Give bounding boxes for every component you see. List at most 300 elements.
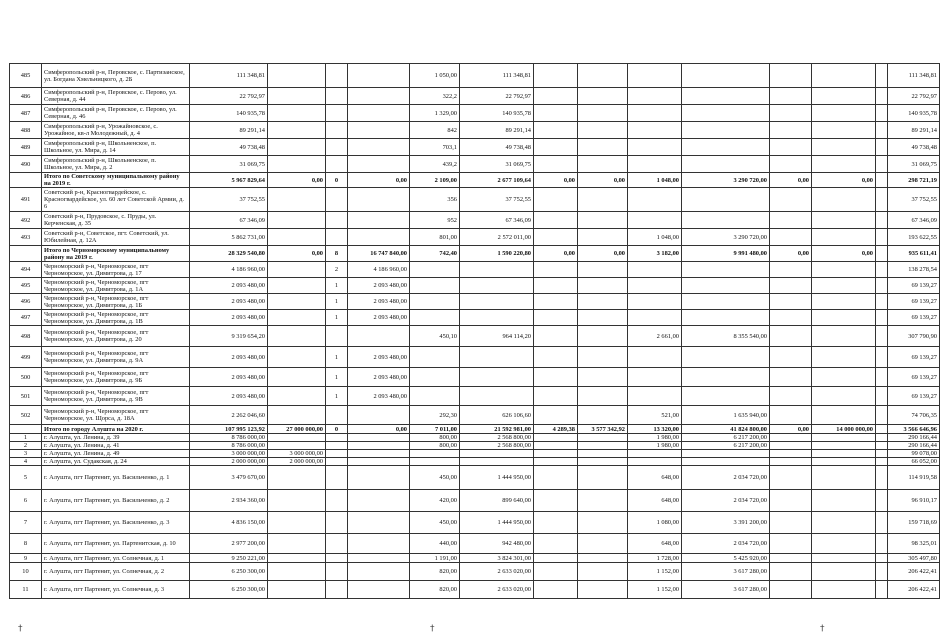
table-cell: г. Алушта, пгт Партенит, ул. Васильченко, д. 2: [42, 490, 190, 512]
table-cell: [348, 156, 410, 173]
table-cell: [578, 554, 628, 563]
table-row: [10, 64, 940, 88]
table-cell: 3 577 342,92: [578, 425, 628, 434]
table-cell: 69 139,27: [888, 347, 940, 368]
table-cell: [268, 512, 326, 534]
table-cell: 140 935,78: [888, 105, 940, 122]
table-cell: [682, 139, 770, 156]
table-cell: 9: [10, 554, 42, 563]
table-cell: [812, 554, 876, 563]
table-cell: 69 139,27: [888, 294, 940, 310]
table-cell: [578, 368, 628, 387]
table-cell: 2 093 480,00: [190, 387, 268, 406]
table-cell: 3 617 280,00: [682, 581, 770, 599]
table-cell: [876, 173, 888, 188]
table-cell: 492: [10, 212, 42, 229]
table-cell: [348, 434, 410, 442]
table-cell: [534, 581, 578, 599]
table-cell: [460, 450, 534, 458]
table-row: [10, 310, 940, 326]
table-cell: Черноморский р-н, Черноморское, пгт Черноморское, ул. Димитрова, д. 1Б: [42, 294, 190, 310]
table-cell: [534, 139, 578, 156]
table-cell: [770, 563, 812, 581]
table-cell: [326, 122, 348, 139]
table-cell: 494: [10, 262, 42, 278]
table-cell: [326, 450, 348, 458]
table-cell: [460, 278, 534, 294]
table-cell: [770, 64, 812, 88]
table-cell: [534, 122, 578, 139]
table-cell: 138 278,54: [888, 262, 940, 278]
table-cell: [534, 563, 578, 581]
table-cell: [876, 458, 888, 466]
table-cell: [876, 554, 888, 563]
table-cell: [534, 458, 578, 466]
table-cell: 489: [10, 139, 42, 156]
table-cell: 2 977 200,00: [190, 534, 268, 554]
table-cell: 0,00: [770, 173, 812, 188]
table-cell: 4: [10, 458, 42, 466]
table-cell: [268, 490, 326, 512]
table-cell: Советский р-н, Прудовское, с. Пруды, ул. Керченская, д. 35: [42, 212, 190, 229]
table-cell: 69 139,27: [888, 368, 940, 387]
table-cell: 2 034 720,00: [682, 466, 770, 490]
table-cell: 1 050,00: [410, 64, 460, 88]
table-cell: [682, 294, 770, 310]
table-cell: 2 093 480,00: [190, 310, 268, 326]
table-cell: [410, 347, 460, 368]
table-cell: [348, 406, 410, 425]
table-cell: [770, 368, 812, 387]
table-cell: г. Алушта, пгт Партенит, ул. Солнечная, д. 1: [42, 554, 190, 563]
table-cell: [326, 581, 348, 599]
table-cell: [534, 534, 578, 554]
table-cell: [812, 368, 876, 387]
table-cell: [460, 262, 534, 278]
table-cell: 493: [10, 229, 42, 246]
table-cell: [348, 512, 410, 534]
table-cell: 2 262 046,60: [190, 406, 268, 425]
table-cell: [578, 310, 628, 326]
table-cell: 6: [10, 490, 42, 512]
table-cell: [876, 156, 888, 173]
table-cell: [268, 229, 326, 246]
table-cell: [578, 262, 628, 278]
table-cell: [534, 105, 578, 122]
table-row: [10, 563, 940, 581]
table-row: [10, 387, 940, 406]
table-cell: [682, 278, 770, 294]
table-cell: [268, 434, 326, 442]
table-cell: 206 422,41: [888, 563, 940, 581]
table-cell: [10, 173, 42, 188]
table-cell: [812, 450, 876, 458]
table-cell: 89 291,14: [460, 122, 534, 139]
table-row: [10, 188, 940, 212]
table-cell: [534, 310, 578, 326]
table-cell: Черноморский р-н, Черноморское, пгт Черноморское, ул. Димитрова, д. 20: [42, 326, 190, 347]
table-cell: [770, 310, 812, 326]
table-cell: г. Алушта, ул. Ленина, д. 39: [42, 434, 190, 442]
table-cell: [876, 347, 888, 368]
table-cell: 111 348,81: [190, 64, 268, 88]
table-cell: 74 706,35: [888, 406, 940, 425]
page-mark-center: †: [430, 624, 435, 634]
table-cell: 1 728,00: [628, 554, 682, 563]
table-cell: 0: [326, 425, 348, 434]
table-cell: 49 738,48: [190, 139, 268, 156]
table-cell: [628, 458, 682, 466]
table-cell: [326, 139, 348, 156]
table-cell: 2 934 360,00: [190, 490, 268, 512]
table-cell: 1 980,00: [628, 442, 682, 450]
table-cell: 8: [326, 246, 348, 262]
table-cell: [578, 105, 628, 122]
table-cell: [348, 442, 410, 450]
table-cell: [326, 458, 348, 466]
table-cell: [534, 387, 578, 406]
table-cell: [876, 64, 888, 88]
table-cell: [348, 534, 410, 554]
table-cell: 2 000 000,00: [190, 458, 268, 466]
table-cell: [534, 490, 578, 512]
table-cell: 2 093 480,00: [348, 347, 410, 368]
table-cell: 2: [10, 442, 42, 450]
table-cell: [534, 406, 578, 425]
table-cell: [326, 212, 348, 229]
table-cell: 6 250 300,00: [190, 563, 268, 581]
table-cell: 820,00: [410, 581, 460, 599]
table-cell: г. Алушта, пгт Партенит, ул. Солнечная, д. 3: [42, 581, 190, 599]
table-cell: 1: [326, 278, 348, 294]
table-cell: [812, 188, 876, 212]
table-cell: 440,00: [410, 534, 460, 554]
table-cell: 6 217 200,00: [682, 442, 770, 450]
table-cell: 2 109,00: [410, 173, 460, 188]
table-cell: [812, 156, 876, 173]
table-cell: [770, 490, 812, 512]
table-cell: [578, 563, 628, 581]
table-row: [10, 105, 940, 122]
table-total-row: [10, 246, 940, 262]
table-cell: [348, 212, 410, 229]
table-cell: [326, 512, 348, 534]
table-cell: [682, 156, 770, 173]
table-cell: [10, 246, 42, 262]
table-cell: [326, 490, 348, 512]
table-cell: 305 497,80: [888, 554, 940, 563]
table-cell: [770, 229, 812, 246]
table-cell: 356: [410, 188, 460, 212]
table-cell: 3 479 670,00: [190, 466, 268, 490]
table-cell: [268, 278, 326, 294]
table-row: [10, 554, 940, 563]
table-cell: Черноморский р-н, Черноморское, пгт Черноморское, ул. Димитрова, д. 9Б: [42, 368, 190, 387]
table-row: [10, 122, 940, 139]
table-cell: [578, 406, 628, 425]
table-row: [10, 278, 940, 294]
table-cell: 9 991 480,00: [682, 246, 770, 262]
table-cell: 1 152,00: [628, 581, 682, 599]
table-cell: [460, 368, 534, 387]
table-cell: [268, 347, 326, 368]
table-cell: [812, 64, 876, 88]
table-cell: [876, 490, 888, 512]
table-cell: 2: [326, 262, 348, 278]
table-cell: [578, 347, 628, 368]
table-cell: [812, 326, 876, 347]
table-cell: [348, 458, 410, 466]
table-cell: [770, 278, 812, 294]
table-cell: 501: [10, 387, 42, 406]
table-cell: [410, 368, 460, 387]
table-cell: [578, 387, 628, 406]
table-body: [10, 64, 940, 599]
table-total-row: [10, 425, 940, 434]
table-cell: 1 191,00: [410, 554, 460, 563]
table-cell: [534, 262, 578, 278]
table-cell: 2 633 020,00: [460, 563, 534, 581]
table-cell: [628, 156, 682, 173]
table-cell: г. Алушта, пгт Партенит, ул. Васильченко, д. 3: [42, 512, 190, 534]
table-cell: г. Алушта, ул. Ленина, д. 49: [42, 450, 190, 458]
table-cell: 2 093 480,00: [190, 278, 268, 294]
table-cell: 497: [10, 310, 42, 326]
table-cell: 2 568 800,00: [460, 434, 534, 442]
table-cell: 648,00: [628, 466, 682, 490]
table-cell: [578, 442, 628, 450]
table-cell: 626 106,60: [460, 406, 534, 425]
table-row: [10, 139, 940, 156]
table-cell: [812, 122, 876, 139]
table-cell: 2 034 720,00: [682, 534, 770, 554]
table-cell: [628, 88, 682, 105]
table-cell: г. Алушта, ул. Судакская, д. 24: [42, 458, 190, 466]
table-cell: 5 425 920,00: [682, 554, 770, 563]
table-cell: [268, 139, 326, 156]
table-cell: 67 346,09: [460, 212, 534, 229]
table-cell: Советский р-н, Советское, пгт. Советский, ул. Юбилейная, д. 12А: [42, 229, 190, 246]
table-cell: 6 250 300,00: [190, 581, 268, 599]
table-cell: Итого по городу Алушта на 2020 г.: [42, 425, 190, 434]
table-cell: [326, 88, 348, 105]
table-cell: [682, 458, 770, 466]
table-cell: Симферопольский р-н, Перовское, с. Перово, ул. Северная, д. 44: [42, 88, 190, 105]
table-cell: 11: [10, 581, 42, 599]
table-cell: 1 444 950,00: [460, 512, 534, 534]
table-cell: 1 048,00: [628, 229, 682, 246]
table-cell: [268, 212, 326, 229]
table-cell: [682, 212, 770, 229]
table-row: [10, 534, 940, 554]
table-cell: 486: [10, 88, 42, 105]
table-cell: 0,00: [770, 246, 812, 262]
table-cell: [812, 310, 876, 326]
table-cell: [460, 294, 534, 310]
table-cell: 37 752,55: [190, 188, 268, 212]
table-cell: 1 590 220,80: [460, 246, 534, 262]
table-cell: [578, 326, 628, 347]
table-cell: 742,40: [410, 246, 460, 262]
table-cell: [460, 458, 534, 466]
table-cell: [876, 105, 888, 122]
table-cell: [812, 434, 876, 442]
table-cell: 4 186 960,00: [348, 262, 410, 278]
table-cell: 140 935,78: [460, 105, 534, 122]
table-cell: [326, 563, 348, 581]
table-cell: Итого по Черноморскому муниципальному району на 2019 г.: [42, 246, 190, 262]
table-cell: [682, 368, 770, 387]
table-cell: 8 786 000,00: [190, 434, 268, 442]
table-cell: [348, 88, 410, 105]
table-cell: 1: [326, 368, 348, 387]
table-cell: [876, 262, 888, 278]
table-cell: 1 080,00: [628, 512, 682, 534]
table-cell: 0,00: [812, 173, 876, 188]
table-cell: 290 166,44: [888, 442, 940, 450]
table-cell: [534, 156, 578, 173]
table-cell: [534, 88, 578, 105]
table-cell: 800,00: [410, 434, 460, 442]
table-cell: 3 566 646,96: [888, 425, 940, 434]
table-cell: 8 355 540,00: [682, 326, 770, 347]
table-cell: 69 139,27: [888, 387, 940, 406]
table-cell: [326, 105, 348, 122]
table-cell: 2 093 480,00: [348, 294, 410, 310]
table-cell: [812, 387, 876, 406]
table-cell: 49 738,48: [888, 139, 940, 156]
table-cell: [628, 64, 682, 88]
table-cell: 89 291,14: [190, 122, 268, 139]
table-cell: 0,00: [348, 173, 410, 188]
table-cell: 2 034 720,00: [682, 490, 770, 512]
table-cell: [534, 212, 578, 229]
table-cell: [812, 581, 876, 599]
table-cell: 5 862 731,00: [190, 229, 268, 246]
table-cell: [268, 294, 326, 310]
table-cell: [876, 139, 888, 156]
table-cell: 800,00: [410, 442, 460, 450]
table-cell: [268, 122, 326, 139]
table-cell: 0,00: [268, 246, 326, 262]
table-cell: 648,00: [628, 534, 682, 554]
table-cell: [628, 347, 682, 368]
table-cell: [876, 88, 888, 105]
table-cell: Итого по Советскому муниципальному району на 2019 г.: [42, 173, 190, 188]
table-cell: 3 000 000,00: [190, 450, 268, 458]
page-mark-right: †: [820, 624, 825, 634]
table-cell: [534, 278, 578, 294]
table-total-row: [10, 173, 940, 188]
table-cell: 193 622,55: [888, 229, 940, 246]
table-cell: [812, 466, 876, 490]
table-cell: 1 048,00: [628, 173, 682, 188]
table-cell: [876, 326, 888, 347]
table-cell: [348, 326, 410, 347]
table-cell: [578, 88, 628, 105]
table-cell: 7 011,00: [410, 425, 460, 434]
table-cell: 0: [326, 173, 348, 188]
table-cell: [534, 442, 578, 450]
table-cell: 2 093 480,00: [348, 387, 410, 406]
table-cell: 69 139,27: [888, 310, 940, 326]
table-cell: [770, 156, 812, 173]
table-cell: 496: [10, 294, 42, 310]
table-cell: 2 572 011,00: [460, 229, 534, 246]
table-cell: [770, 466, 812, 490]
table-cell: 111 348,81: [888, 64, 940, 88]
table-cell: [326, 554, 348, 563]
table-cell: [876, 122, 888, 139]
table-cell: 2 093 480,00: [190, 294, 268, 310]
table-cell: [268, 64, 326, 88]
table-cell: 307 790,90: [888, 326, 940, 347]
table-row: [10, 156, 940, 173]
table-cell: г. Алушта, пгт Партенит, ул. Партенитская, д. 10: [42, 534, 190, 554]
table-cell: 0,00: [770, 425, 812, 434]
table-cell: 3: [10, 450, 42, 458]
table-cell: [876, 512, 888, 534]
table-cell: [770, 581, 812, 599]
table-cell: 6 217 200,00: [682, 434, 770, 442]
table-row: [10, 368, 940, 387]
table-cell: [770, 347, 812, 368]
table-cell: [770, 554, 812, 563]
table-cell: 820,00: [410, 563, 460, 581]
table-cell: [682, 310, 770, 326]
table-cell: 703,1: [410, 139, 460, 156]
table-cell: [628, 387, 682, 406]
table-cell: 2 093 480,00: [348, 278, 410, 294]
table-cell: [682, 122, 770, 139]
table-cell: [268, 387, 326, 406]
table-cell: 5: [10, 466, 42, 490]
table-cell: [770, 188, 812, 212]
table-cell: [534, 554, 578, 563]
table-cell: [876, 294, 888, 310]
table-cell: 7: [10, 512, 42, 534]
table-row: [10, 229, 940, 246]
table-cell: 159 718,69: [888, 512, 940, 534]
table-cell: [876, 229, 888, 246]
table-cell: 49 738,48: [460, 139, 534, 156]
table-cell: 4 186 960,00: [190, 262, 268, 278]
table-cell: 3 290 720,00: [682, 173, 770, 188]
table-cell: [268, 326, 326, 347]
table-cell: [326, 406, 348, 425]
table-cell: 964 114,20: [460, 326, 534, 347]
table-cell: [534, 64, 578, 88]
table-cell: [348, 466, 410, 490]
table-row: [10, 212, 940, 229]
table-cell: 450,00: [410, 466, 460, 490]
table-cell: [628, 278, 682, 294]
table-cell: [812, 347, 876, 368]
table-cell: [410, 294, 460, 310]
table-cell: [876, 442, 888, 450]
table-cell: [268, 466, 326, 490]
table-cell: 0,00: [534, 173, 578, 188]
table-cell: [578, 490, 628, 512]
table-cell: [628, 122, 682, 139]
table-cell: 31 069,75: [460, 156, 534, 173]
table-cell: [534, 466, 578, 490]
table-cell: [876, 434, 888, 442]
table-cell: 1: [326, 294, 348, 310]
table-cell: [268, 88, 326, 105]
table-row: [10, 450, 940, 458]
table-cell: [578, 156, 628, 173]
